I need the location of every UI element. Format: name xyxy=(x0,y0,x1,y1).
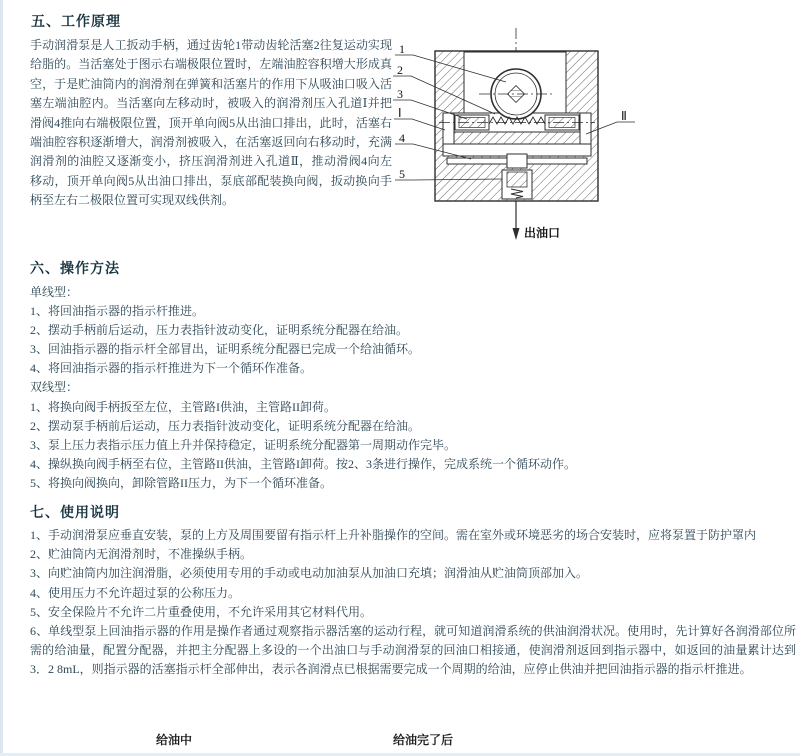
list-item: 1、将回油指示器的指示杆推进。 xyxy=(30,304,205,319)
outlet-label: 出油口 xyxy=(524,226,561,240)
single-type-label: 单线型： xyxy=(30,285,79,299)
list-item: 2、贮油筒内无润滑剂时，不准操纵手柄。 xyxy=(30,547,253,562)
valve-plug xyxy=(507,172,527,187)
list-item: 4、将回油指示器的指示杆推进为下一个循环作准备。 xyxy=(30,361,313,376)
section5-heading: 五、工作原理 xyxy=(31,13,121,29)
caption-text: 给油完了后 xyxy=(386,731,460,756)
section7-heading: 七、使用说明 xyxy=(30,504,120,520)
list-item: 5、安全保险片不允许二片重叠使用，不允许采用其它材料代用。 xyxy=(30,604,373,619)
caption-oil-finished xyxy=(386,731,460,756)
list-item: 2、摆动手柄前后运动，压力表指针波动变化，证明系统分配器在给油。 xyxy=(30,323,409,338)
list-item: 3、泵上压力表指示压力值上升并保持稳定，证明系统分配器第一周期动作完毕。 xyxy=(30,437,457,452)
callout-2: 2 xyxy=(397,63,403,77)
caption-text: 给油中 xyxy=(149,731,199,756)
section6-heading: 六、操作方法 xyxy=(30,260,120,276)
section7 xyxy=(30,505,796,680)
section5-paragraph: 手动润滑泵是人工扳动手柄，通过齿轮1带动齿轮活塞2往复运动实现给脂的。当活塞处于图示右端极限位置时，左端油腔容积增大形成真空，于是贮油筒内的润滑剂在弹簧和活塞片的作用下从吸油口吸入活塞左端油腔内。当活塞向左移动时，被吸入的润滑剂压入孔道Ⅰ并把滑阀4推向右端极限位置，顶开单向阀5从出油口排出，此时，活塞右端油腔容积逐渐增大，润滑剂被吸入，在活塞返回向右移动时，充满润滑剂的油腔又逐渐变小，挤压润滑剂进入孔道Ⅱ，推动滑阀4向左移动，顶开单向阀5从出油口排出，泵底部配装换向阀，扳动换向手柄至左右二极限位置可实现双线供剂。 xyxy=(30,38,392,208)
caption-oil-feeding xyxy=(149,731,199,756)
list-item: 3、回油指示器的指示杆全部冒出，证明系统分配器已完成一个给油循环。 xyxy=(30,342,421,357)
list-item: 3、向贮油筒内加注润滑脂，必须使用专用的手动或电动加油泵从加油口充填；润滑油从贮油筒顶部加入。 xyxy=(30,566,589,581)
callout-5: 5 xyxy=(399,167,405,181)
list-item: 4、操纵换向阀手柄至右位，主管路II供油，主管路I卸荷。按2、3条进行操作，完成系统一个循环动作。 xyxy=(30,456,576,471)
callout-1: 1 xyxy=(399,42,405,56)
outlet-arrow xyxy=(513,228,520,240)
callout-II: Ⅱ xyxy=(621,109,627,123)
list-item: 6、单线型泵上回油指示器的作用是操作者通过观察指示器活塞的运动行程，就可知道润滑系统的供油润滑状况。使用时，先计算好各润滑部位所需的给油量，配置分配器，并把主分配器上多设的一个出油口与手动润滑泵的回油口相接通，使润滑剂返回到指示器中，如返回的油量累计达到3．2 8mL，则指示器的活塞指示杆全部伸出，表示各润滑点已根据需要完成一个周期的给油，应停止供油并把回油指示器的指示杆推进。 xyxy=(30,624,796,677)
list-item: 1、将换向阀手柄扳至左位，主管路I供油，主管路II卸荷。 xyxy=(30,399,336,414)
callout-I: Ⅰ xyxy=(398,106,402,120)
pump-cross-section-diagram xyxy=(383,18,653,258)
double-type-label: 双线型： xyxy=(30,380,79,395)
callout-3: 3 xyxy=(397,87,403,101)
list-item: 2、摆动泵手柄前后运动，压力表指针波动变化，证明系统分配器在给油。 xyxy=(30,418,421,433)
list-item: 4、使用压力不允许超过泵的公称压力。 xyxy=(30,585,241,600)
list-item: 5、将换向阀换向，卸除管路II压力，为下一个循环准备。 xyxy=(30,475,332,490)
list-item: 1、手动润滑泵应垂直安装，泵的上方及周围要留有指示杆上升补脂操作的空间。需在室外或环境恶劣的场合安装时，应将泵置于防护罩内 xyxy=(30,528,757,542)
section6 xyxy=(30,261,796,493)
callout-4: 4 xyxy=(399,131,405,145)
